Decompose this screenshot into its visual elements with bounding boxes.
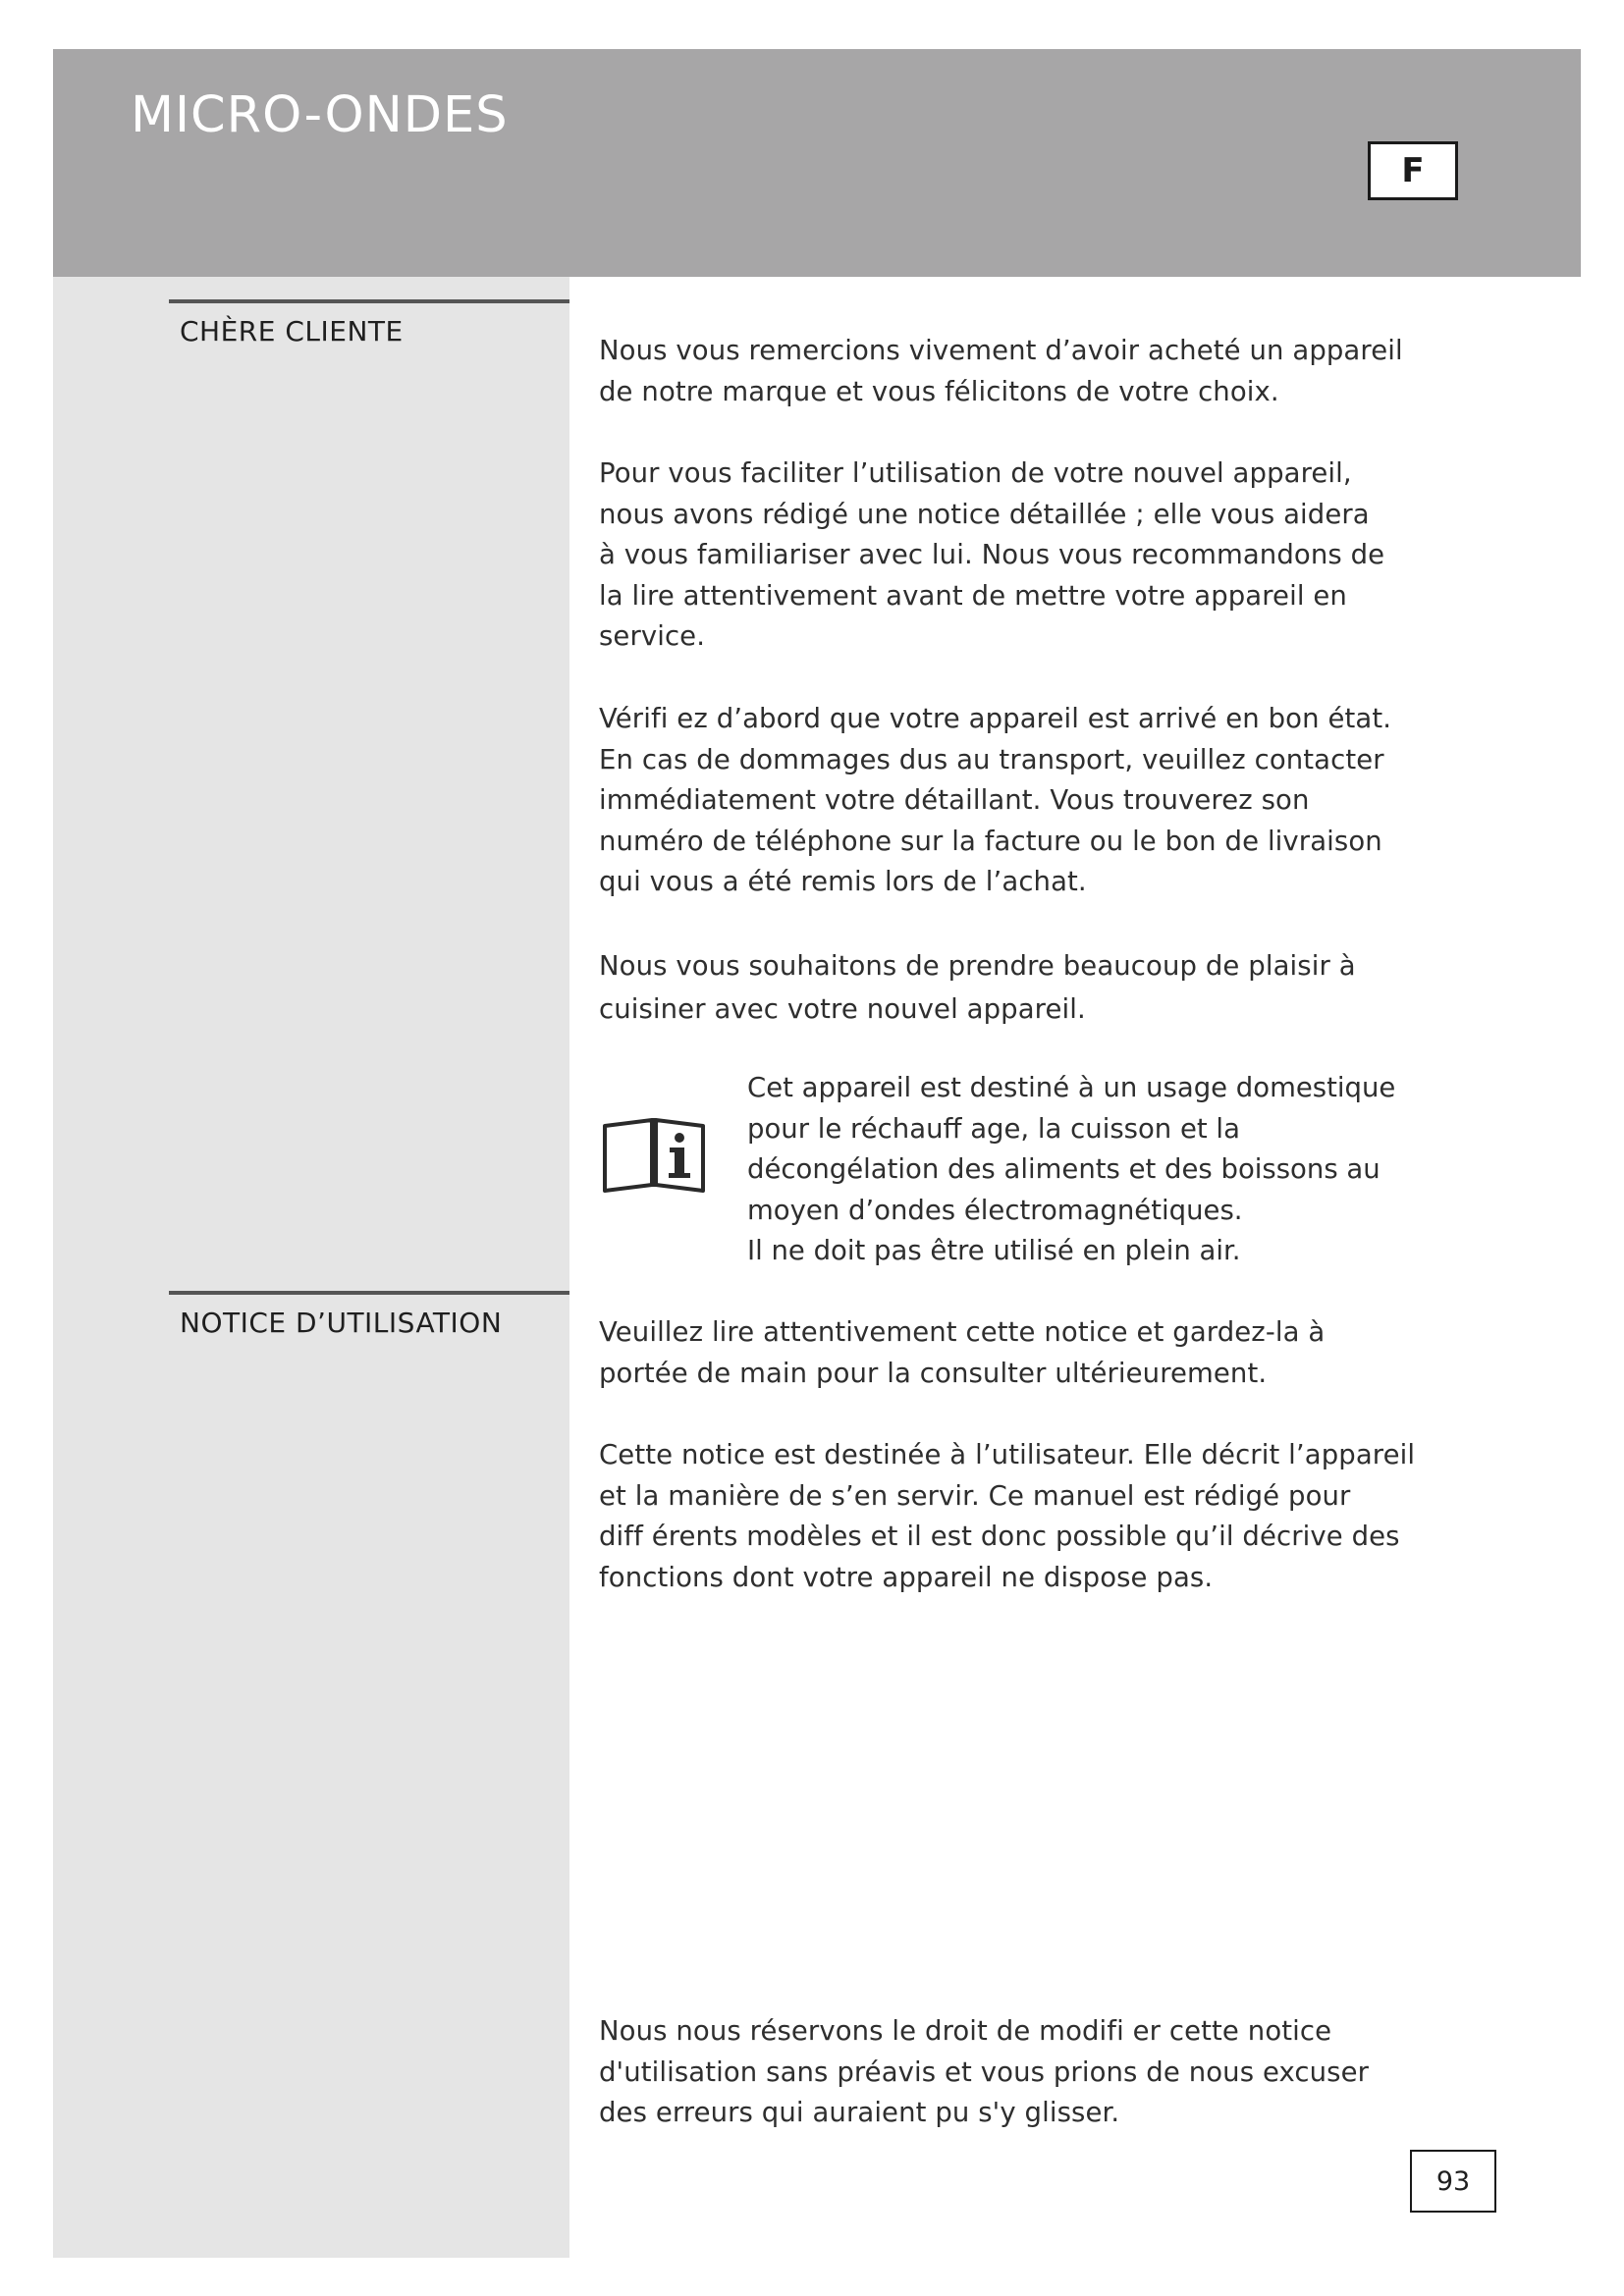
paragraph-notice-purpose: Cette notice est destinée à l’utilisateur. Elle décrit l’appareil et la manière de s’en servir. Ce manuel est rédigé pour diff érents modèles et il est donc possible qu’il décrive des fonctions dont votre appareil ne dispose pas. xyxy=(599,1439,1416,1593)
header-band xyxy=(53,49,1581,277)
section-rule-notice xyxy=(169,1291,569,1295)
paragraph-enjoy-cooking: Nous vous souhaitons de prendre beaucoup de plaisir à cuisiner avec votre nouvel appareil. xyxy=(599,950,1356,1025)
paragraph-disclaimer: Nous nous réservons le droit de modifi er cette notice d'utilisation sans préavis et vous prions de nous excuser des erreurs qui auraient pu s'y glisser. xyxy=(599,2015,1369,2128)
paragraph-check-condition: Vérifi ez d’abord que votre appareil est arrivé en bon état. En cas de dommages dus au transport, veuillez contacter immédiatement votre détaillant. Vous trouverez son numéro de téléphone sur la facture ou le bon de livraison qui vous a été remis lors de l’achat. xyxy=(599,703,1392,897)
section-rule-chere-cliente xyxy=(169,299,569,303)
paragraph-thanks: Nous vous remercions vivement d’avoir acheté un appareil de notre marque et vous félicitons de votre choix. xyxy=(599,335,1403,407)
info-note-domestic-use: Cet appareil est destiné à un usage domestique pour le réchauff age, la cuisson et la décongélation des aliments et des boissons au moyen d’ondes électromagnétiques. Il ne doit pas être utilisé en plein air. xyxy=(747,1072,1396,1266)
page-number: 93 xyxy=(1410,2150,1496,2213)
paragraph-usage-help: Pour vous faciliter l’utilisation de votre nouvel appareil, nous avons rédigé une notice détaillée ; elle vous aidera à vous familiariser avec lui. Nous vous recommandons de la lire attentivement avant de mettre votre appareil en service. xyxy=(599,457,1385,652)
page-title: MICRO-ONDES xyxy=(131,86,509,144)
paragraph-read-notice: Veuillez lire attentivement cette notice et gardez-la à portée de main pour la consulter ultérieurement. xyxy=(599,1316,1326,1389)
section-heading-chere-cliente: CHÈRE CLIENTE xyxy=(180,315,404,347)
manual-info-icon xyxy=(601,1114,707,1195)
section-heading-notice: NOTICE D’UTILISATION xyxy=(180,1307,503,1339)
sidebar-column xyxy=(53,277,569,2258)
language-badge: F xyxy=(1368,141,1458,200)
